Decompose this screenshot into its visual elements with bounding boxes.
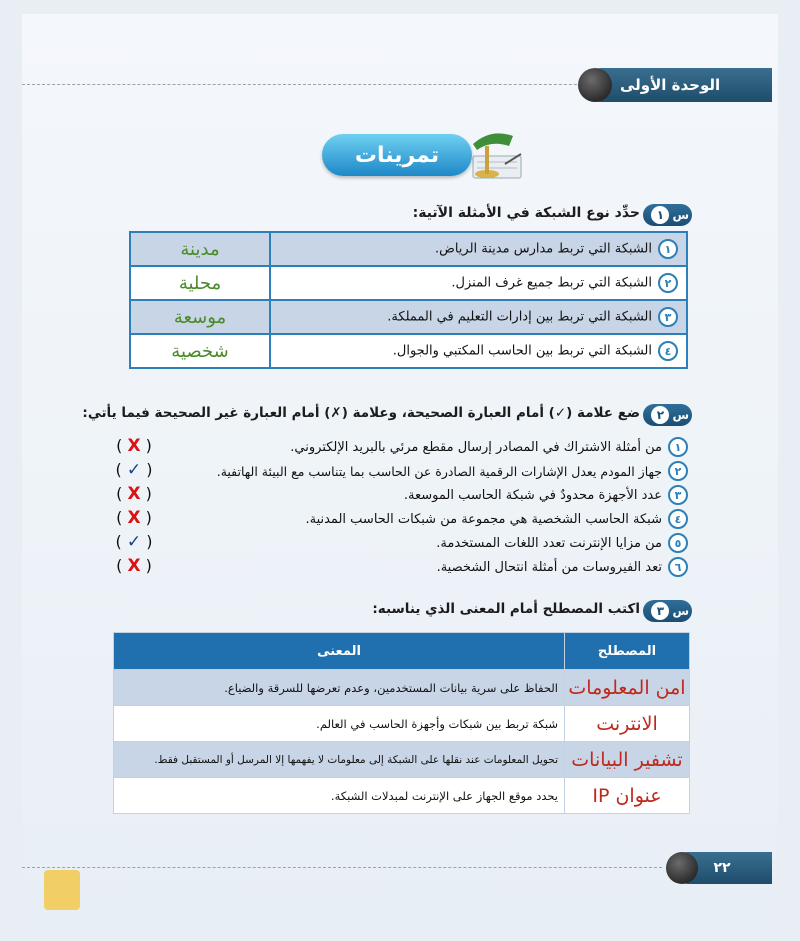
q2-item-number: ١ [668,437,688,457]
publisher-logo-icon [44,870,80,910]
q1-title: حدِّد نوع الشبكة في الأمثلة الآتية: [412,205,640,221]
q1-question-cell [270,334,687,368]
q2-item-text: تعد الفيروسات من أمثلة انتحال الشخصية. [436,559,662,575]
q1-answer-cell[interactable]: شخصية [130,334,270,368]
q2-answer-mark[interactable]: ( X ) [116,556,152,576]
list-item [128,556,688,578]
unit-tab-knob [578,68,612,102]
q1-question-cell [270,300,687,334]
table-row [130,232,687,266]
q3-term-cell[interactable]: تشفير البيانات [565,742,690,778]
q1-answer-cell[interactable]: محلية [130,266,270,300]
q1-row-number: ٣ [658,307,678,327]
cross-mark: X [127,484,141,504]
check-mark: ✓ [126,460,142,480]
q2-number: ٢ [651,406,669,424]
q1-table [129,231,688,369]
q2-item-number: ٥ [668,533,688,553]
q1-answer-cell[interactable]: مدينة [130,232,270,266]
q1-row-number: ٢ [658,273,678,293]
q3-term-cell[interactable]: امن المعلومات [565,670,690,706]
q1-question-text: الشبكة التي تربط جميع غرف المنزل. [451,275,652,291]
page-number: ٢٢ [713,860,731,876]
col-meaning-header: المعنى [114,633,565,670]
cross-mark: X [127,508,141,528]
cross-mark: X [127,556,141,576]
q2-badge [643,404,692,426]
q3-meaning-cell: شبكة تربط بين شبكات وأجهزة الحاسب في العالم. [114,706,565,742]
q1-badge-label: س [672,208,689,222]
q1-question-text: الشبكة التي تربط بين الحاسب المكتبي والجوال. [392,343,652,359]
q2-item-number: ٣ [668,485,688,505]
q3-title: اكتب المصطلح أمام المعنى الذي يناسبه: [372,601,640,617]
list-item [128,532,688,554]
page-tab-knob [666,852,698,884]
q3-term-cell[interactable]: عنوان IP [565,778,690,814]
q1-number: ١ [651,206,669,224]
list-item [128,436,688,458]
unit-tab [584,68,772,102]
q1-question-text: الشبكة التي تربط مدارس مدينة الرياض. [434,241,652,257]
q2-answer-mark[interactable]: ( X ) [116,436,152,456]
q3-meaning-cell: الحفاظ على سرية بيانات المستخدمين، وعدم تعرضها للسرقة والضياع. [114,670,565,706]
table-row [114,706,690,742]
q2-badge-label: س [672,408,689,422]
table-row [114,670,690,706]
table-header-row [114,633,690,670]
q3-badge-label: س [672,604,689,618]
list-item [128,460,688,482]
q3-badge [643,600,692,622]
table-row [130,300,687,334]
q2-item-text: عدد الأجهزة محدودٌ في شبكة الحاسب الموسعة. [403,487,662,503]
q2-item-number: ٦ [668,557,688,577]
q3-number: ٣ [651,602,669,620]
q2-answer-mark[interactable]: ( X ) [116,508,152,528]
cross-mark: X [127,436,141,456]
q3-term-cell[interactable]: الانترنت [565,706,690,742]
q2-item-text: من أمثلة الاشتراك في المصادر إرسال مقطع مرئي بالبريد الإلكتروني. [290,439,662,455]
list-item [128,484,688,506]
q2-answer-mark[interactable]: ( ✓ ) [115,532,153,552]
q2-item-text: جهاز المودم يعدل الإشارات الرقمية الصادرة عن الحاسب بما يتناسب مع البيئة الهاتفية. [216,463,662,479]
q1-question-cell [270,266,687,300]
q2-item-text: من مزايا الإنترنت تعدد اللغات المستخدمة. [436,535,662,551]
col-term-header: المصطلح [565,633,690,670]
q2-item-number: ٤ [668,509,688,529]
q1-row-number: ١ [658,239,678,259]
q1-row-number: ٤ [658,341,678,361]
q2-title: ضع علامة (✓) أمام العبارة الصحيحة، وعلامة (✗) أمام العبارة غير الصحيحة فيما يأتي: [82,405,640,421]
page-number-tab [672,852,772,884]
q1-question-text: الشبكة التي تربط بين إدارات التعليم في المملكة. [387,309,652,325]
table-row [130,266,687,300]
check-mark: ✓ [126,532,142,552]
table-row [114,742,690,778]
q2-item-text: شبكة الحاسب الشخصية هي مجموعة من شبكات الحاسب المدنية. [305,511,662,527]
q2-answer-mark[interactable]: ( ✓ ) [115,460,153,480]
section-title: تمرينات [322,134,472,176]
top-dashed-rule [22,84,602,85]
q3-table [113,632,690,814]
q2-answer-mark[interactable]: ( X ) [116,484,152,504]
bottom-dashed-rule [22,867,662,868]
table-row [130,334,687,368]
q3-meaning-cell: تحويل المعلومات عند نقلها على الشبكة إلى معلومات لا يفهمها إلا المرسل أو المستقبل فقط. [114,742,565,778]
q1-answer-cell[interactable]: موسعة [130,300,270,334]
q2-item-number: ٢ [668,461,688,481]
q3-meaning-cell: يحدد موقع الجهاز على الإنترنت لمبدلات الشبكة. [114,778,565,814]
table-row [114,778,690,814]
q1-question-cell [270,232,687,266]
desk-lamp-icon [465,124,525,182]
list-item [128,508,688,530]
unit-label: الوحدة الأولى [620,76,721,94]
q1-badge [643,204,692,226]
